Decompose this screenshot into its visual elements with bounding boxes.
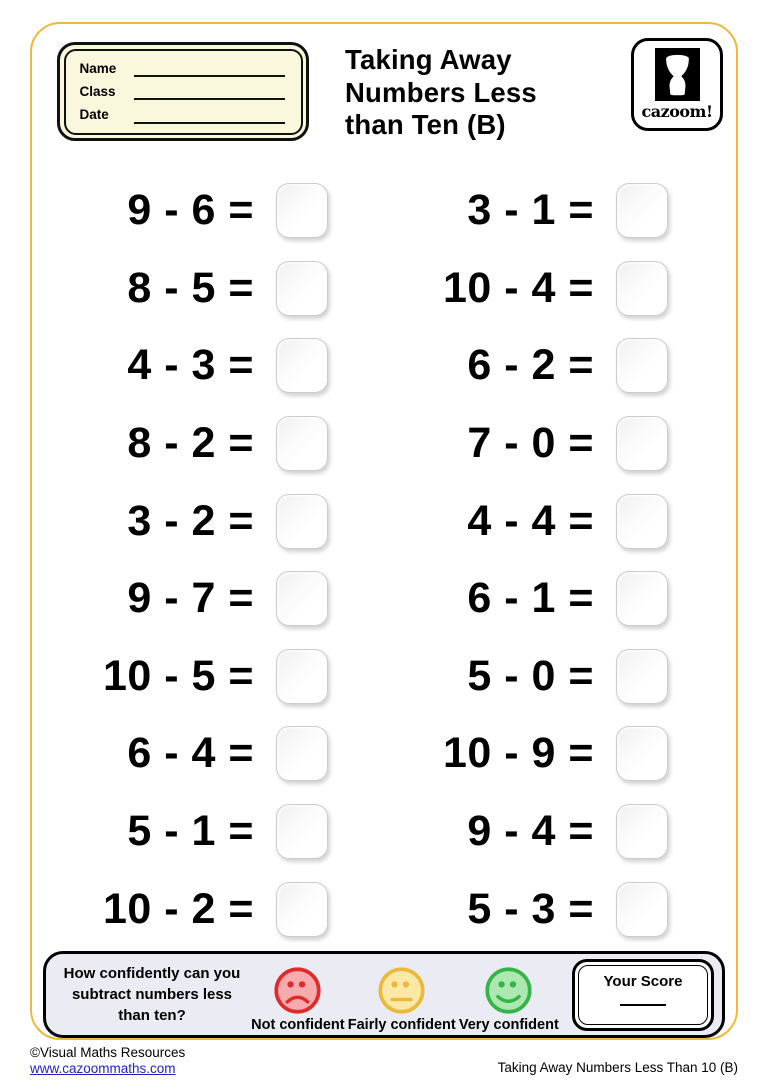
student-info-box-inner	[64, 49, 303, 135]
problem-expression: 5 - 3 =	[467, 884, 594, 933]
problem-expression: 9 - 4 =	[467, 807, 594, 856]
name-field-row	[80, 62, 285, 78]
answer-box[interactable]	[276, 261, 328, 316]
sad-face-icon	[273, 966, 322, 1015]
cazoommaths-link[interactable]: www.cazoommaths.com	[30, 1061, 176, 1077]
answer-box[interactable]	[616, 494, 668, 549]
cazoom-logo	[631, 38, 723, 131]
confidence-option-label: Not confident	[251, 1016, 345, 1033]
date-field-row	[80, 108, 285, 124]
problem-expression: 10 - 2 =	[102, 884, 254, 933]
problem-expression: 10 - 5 =	[102, 651, 254, 700]
confidence-option-fairly-confident[interactable]	[348, 966, 456, 1033]
date-input-line[interactable]	[134, 110, 285, 124]
problem-expression: 4 - 3 =	[127, 341, 254, 390]
problem-row	[62, 715, 328, 793]
date-label: Date	[79, 107, 109, 122]
problem-expression: 5 - 0 =	[467, 651, 594, 700]
answer-box[interactable]	[616, 649, 668, 704]
problem-expression: 6 - 2 =	[467, 341, 594, 390]
class-label: Class	[79, 83, 116, 99]
page-title-line-3: than Ten (B)	[345, 109, 506, 141]
problem-expression: 10 - 4 =	[442, 263, 594, 312]
answer-box[interactable]	[276, 183, 328, 238]
confidence-option-label: Very confident	[458, 1016, 559, 1033]
confidence-option-label: Fairly confident	[347, 1016, 456, 1033]
page-title-line-1: Taking Away	[345, 44, 512, 75]
problem-row	[400, 405, 668, 483]
problem-expression: 8 - 5 =	[127, 263, 254, 312]
problem-row	[400, 638, 668, 716]
problem-row	[62, 250, 328, 328]
problem-expression: 8 - 2 =	[127, 419, 254, 468]
your-score-box	[572, 959, 714, 1031]
answer-box[interactable]	[276, 726, 328, 781]
answer-box[interactable]	[616, 571, 668, 626]
name-input-line[interactable]	[134, 63, 285, 77]
student-info-box	[57, 42, 309, 141]
answer-box[interactable]	[276, 416, 328, 471]
problem-expression: 7 - 0 =	[467, 419, 594, 468]
problem-expression: 6 - 1 =	[467, 574, 594, 623]
problem-row	[400, 793, 668, 871]
page-title-line-2: Numbers Less	[345, 76, 537, 108]
problem-expression: 3 - 1 =	[467, 186, 594, 235]
answer-box[interactable]	[276, 571, 328, 626]
problem-row	[62, 793, 328, 871]
neutral-face-icon	[377, 966, 426, 1015]
answer-box[interactable]	[276, 649, 328, 704]
problem-row	[400, 327, 668, 405]
problem-row	[62, 172, 328, 250]
page-title	[345, 44, 610, 142]
answer-box[interactable]	[276, 494, 328, 549]
footer-left	[30, 1045, 185, 1078]
drum-icon	[655, 48, 700, 101]
problem-row	[62, 638, 328, 716]
confidence-bar	[43, 951, 725, 1038]
problem-row	[400, 560, 668, 638]
your-score-label: Your Score	[603, 972, 683, 990]
answer-box[interactable]	[276, 882, 328, 937]
problem-row	[400, 172, 668, 250]
happy-face-icon	[484, 966, 533, 1015]
problem-row	[400, 250, 668, 328]
class-field-row	[80, 85, 285, 101]
logo-wordmark: cazoom!	[641, 102, 713, 121]
problem-row	[62, 405, 328, 483]
problem-row	[62, 327, 328, 405]
problem-expression: 9 - 6 =	[127, 186, 254, 235]
answer-box[interactable]	[276, 804, 328, 859]
confidence-options	[244, 957, 566, 1033]
copyright-text: ©Visual Maths Resources	[30, 1045, 186, 1060]
answer-box[interactable]	[616, 804, 668, 859]
problem-expression: 9 - 7 =	[127, 574, 254, 623]
problem-expression: 6 - 4 =	[127, 729, 254, 778]
problem-row	[400, 715, 668, 793]
your-score-box-inner	[578, 965, 708, 1025]
problem-expression: 3 - 2 =	[127, 496, 254, 545]
footer-worksheet-name: Taking Away Numbers Less Than 10 (B)	[497, 1060, 738, 1075]
answer-box[interactable]	[616, 726, 668, 781]
name-label: Name	[79, 60, 117, 76]
answer-box[interactable]	[616, 261, 668, 316]
answer-box[interactable]	[616, 882, 668, 937]
answer-box[interactable]	[616, 338, 668, 393]
problem-row	[62, 482, 328, 560]
problem-expression: 10 - 9 =	[442, 729, 594, 778]
problems-column-right	[400, 172, 668, 948]
score-entry-line[interactable]	[620, 990, 666, 1006]
confidence-question: How confidently can you subtract numbers less than ten?	[63, 965, 241, 1024]
class-input-line[interactable]	[134, 86, 285, 100]
problem-row	[62, 870, 328, 948]
problem-row	[400, 870, 668, 948]
confidence-option-very-confident[interactable]	[459, 966, 559, 1033]
problem-row	[62, 560, 328, 638]
answer-box[interactable]	[616, 183, 668, 238]
problem-expression: 4 - 4 =	[467, 496, 594, 545]
problem-row	[400, 482, 668, 560]
answer-box[interactable]	[276, 338, 328, 393]
answer-box[interactable]	[616, 416, 668, 471]
problems-column-left	[62, 172, 328, 948]
confidence-option-not-confident[interactable]	[251, 966, 344, 1033]
problem-expression: 5 - 1 =	[127, 807, 254, 856]
